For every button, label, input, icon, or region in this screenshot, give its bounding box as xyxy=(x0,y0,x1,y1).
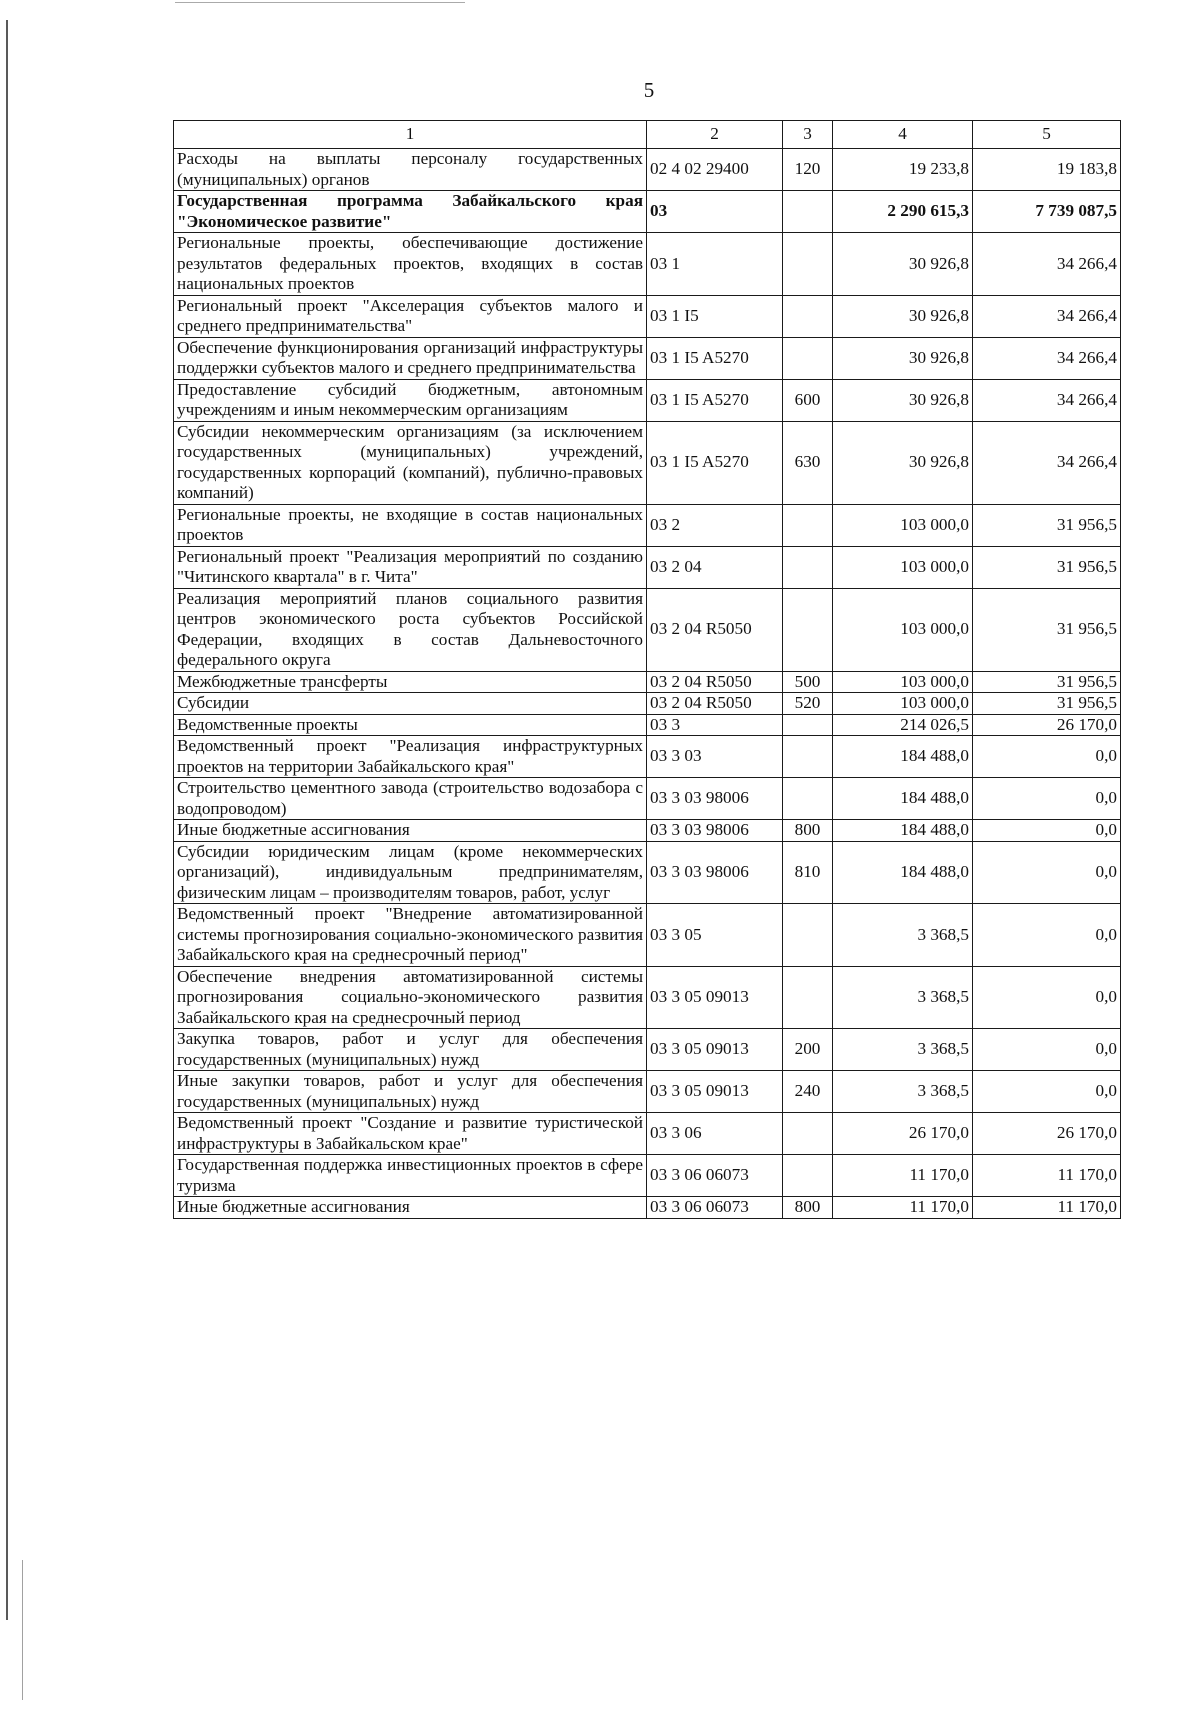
row-expense-type-cell: 120 xyxy=(783,149,833,191)
row-code-cell: 03 3 05 09013 xyxy=(647,966,783,1029)
row-amount-year2-cell: 26 170,0 xyxy=(973,1113,1121,1155)
header-cell-5: 5 xyxy=(973,121,1121,149)
row-name-cell: Ведомственный проект "Реализация инфраструктурных проектов на территории Забайкальского края" xyxy=(174,736,647,778)
row-code-cell: 02 4 02 29400 xyxy=(647,149,783,191)
row-amount-year1-cell: 19 233,8 xyxy=(833,149,973,191)
row-code-cell: 03 1 I5 A5270 xyxy=(647,421,783,504)
table-row xyxy=(174,1155,1121,1197)
row-code-cell: 03 1 I5 xyxy=(647,295,783,337)
row-amount-year2-cell: 11 170,0 xyxy=(973,1155,1121,1197)
row-amount-year2-cell: 34 266,4 xyxy=(973,337,1121,379)
row-expense-type-cell: 240 xyxy=(783,1071,833,1113)
row-expense-type-cell xyxy=(783,191,833,233)
row-amount-year2-cell: 31 956,5 xyxy=(973,693,1121,715)
table-row xyxy=(174,966,1121,1029)
row-amount-year1-cell: 214 026,5 xyxy=(833,714,973,736)
row-amount-year2-cell: 34 266,4 xyxy=(973,379,1121,421)
row-expense-type-cell xyxy=(783,504,833,546)
row-expense-type-cell xyxy=(783,736,833,778)
row-expense-type-cell xyxy=(783,714,833,736)
row-amount-year2-cell: 31 956,5 xyxy=(973,671,1121,693)
row-expense-type-cell xyxy=(783,233,833,296)
row-amount-year2-cell: 31 956,5 xyxy=(973,588,1121,671)
table-row xyxy=(174,736,1121,778)
row-name-cell: Ведомственные проекты xyxy=(174,714,647,736)
row-amount-year2-cell: 19 183,8 xyxy=(973,149,1121,191)
row-expense-type-cell xyxy=(783,295,833,337)
row-expense-type-cell xyxy=(783,546,833,588)
row-amount-year2-cell: 0,0 xyxy=(973,966,1121,1029)
header-cell-1: 1 xyxy=(174,121,647,149)
row-amount-year1-cell: 30 926,8 xyxy=(833,233,973,296)
row-code-cell: 03 3 03 98006 xyxy=(647,778,783,820)
row-code-cell: 03 3 03 98006 xyxy=(647,820,783,842)
table-row xyxy=(174,693,1121,715)
row-expense-type-cell xyxy=(783,778,833,820)
row-amount-year1-cell: 3 368,5 xyxy=(833,1071,973,1113)
table-row xyxy=(174,191,1121,233)
row-code-cell: 03 3 05 09013 xyxy=(647,1071,783,1113)
row-name-cell: Иные бюджетные ассигнования xyxy=(174,1197,647,1219)
row-amount-year2-cell: 0,0 xyxy=(973,736,1121,778)
row-amount-year1-cell: 30 926,8 xyxy=(833,295,973,337)
row-expense-type-cell: 200 xyxy=(783,1029,833,1071)
row-amount-year1-cell: 30 926,8 xyxy=(833,337,973,379)
row-expense-type-cell xyxy=(783,966,833,1029)
row-expense-type-cell: 630 xyxy=(783,421,833,504)
row-expense-type-cell: 810 xyxy=(783,841,833,904)
row-amount-year2-cell: 0,0 xyxy=(973,1029,1121,1071)
row-code-cell: 03 1 I5 A5270 xyxy=(647,337,783,379)
table-row xyxy=(174,778,1121,820)
table-row xyxy=(174,504,1121,546)
page-number: 5 xyxy=(643,78,655,102)
row-amount-year2-cell: 34 266,4 xyxy=(973,233,1121,296)
table-row xyxy=(174,1113,1121,1155)
row-name-cell: Региональные проекты, не входящие в состав национальных проектов xyxy=(174,504,647,546)
row-amount-year2-cell: 31 956,5 xyxy=(973,546,1121,588)
row-code-cell: 03 3 03 xyxy=(647,736,783,778)
table-row xyxy=(174,714,1121,736)
scan-edge-mark xyxy=(22,1560,23,1700)
row-amount-year1-cell: 3 368,5 xyxy=(833,904,973,967)
row-amount-year1-cell: 103 000,0 xyxy=(833,671,973,693)
row-name-cell: Региональный проект "Реализация мероприятий по созданию "Читинского квартала" в г. Чита" xyxy=(174,546,647,588)
row-name-cell: Обеспечение функционирования организаций инфраструктуры поддержки субъектов малого и среднего предпринимательства xyxy=(174,337,647,379)
row-amount-year1-cell: 26 170,0 xyxy=(833,1113,973,1155)
row-code-cell: 03 2 04 R5050 xyxy=(647,588,783,671)
row-name-cell: Иные бюджетные ассигнования xyxy=(174,820,647,842)
row-code-cell: 03 3 06 06073 xyxy=(647,1155,783,1197)
row-name-cell: Государственная поддержка инвестиционных проектов в сфере туризма xyxy=(174,1155,647,1197)
table-row xyxy=(174,149,1121,191)
table-body xyxy=(174,121,1121,1219)
row-amount-year2-cell: 0,0 xyxy=(973,820,1121,842)
table-row xyxy=(174,1197,1121,1219)
row-amount-year1-cell: 11 170,0 xyxy=(833,1155,973,1197)
row-code-cell: 03 2 xyxy=(647,504,783,546)
row-amount-year2-cell: 0,0 xyxy=(973,1071,1121,1113)
row-name-cell: Ведомственный проект "Внедрение автоматизированной системы прогнозирования социально-экономического развития Забайкальского края на среднесрочный период" xyxy=(174,904,647,967)
table-row xyxy=(174,820,1121,842)
row-expense-type-cell xyxy=(783,904,833,967)
row-code-cell: 03 2 04 xyxy=(647,546,783,588)
row-code-cell: 03 xyxy=(647,191,783,233)
row-code-cell: 03 3 05 xyxy=(647,904,783,967)
row-amount-year2-cell: 26 170,0 xyxy=(973,714,1121,736)
row-expense-type-cell: 800 xyxy=(783,820,833,842)
header-cell-3: 3 xyxy=(783,121,833,149)
row-name-cell: Иные закупки товаров, работ и услуг для обеспечения государственных (муниципальных) нужд xyxy=(174,1071,647,1113)
row-amount-year1-cell: 2 290 615,3 xyxy=(833,191,973,233)
row-name-cell: Государственная программа Забайкальского края "Экономическое развитие" xyxy=(174,191,647,233)
row-amount-year2-cell: 11 170,0 xyxy=(973,1197,1121,1219)
row-name-cell: Ведомственный проект "Создание и развитие туристической инфраструктуры в Забайкальском крае" xyxy=(174,1113,647,1155)
row-amount-year1-cell: 184 488,0 xyxy=(833,820,973,842)
row-name-cell: Обеспечение внедрения автоматизированной системы прогнозирования социально-экономического развития Забайкальского края на среднесрочный период xyxy=(174,966,647,1029)
scan-edge-mark xyxy=(175,2,465,3)
row-name-cell: Закупка товаров, работ и услуг для обеспечения государственных (муниципальных) нужд xyxy=(174,1029,647,1071)
row-expense-type-cell: 800 xyxy=(783,1197,833,1219)
row-amount-year2-cell: 0,0 xyxy=(973,778,1121,820)
table-row xyxy=(174,233,1121,296)
header-cell-2: 2 xyxy=(647,121,783,149)
table-row xyxy=(174,1071,1121,1113)
row-name-cell: Расходы на выплаты персоналу государственных (муниципальных) органов xyxy=(174,149,647,191)
row-expense-type-cell: 520 xyxy=(783,693,833,715)
row-expense-type-cell: 500 xyxy=(783,671,833,693)
row-code-cell: 03 3 xyxy=(647,714,783,736)
row-name-cell: Региональный проект "Акселерация субъектов малого и среднего предпринимательства" xyxy=(174,295,647,337)
row-expense-type-cell: 600 xyxy=(783,379,833,421)
row-amount-year2-cell: 34 266,4 xyxy=(973,295,1121,337)
row-name-cell: Строительство цементного завода (строительство водозабора с водопроводом) xyxy=(174,778,647,820)
row-amount-year1-cell: 103 000,0 xyxy=(833,693,973,715)
row-amount-year2-cell: 0,0 xyxy=(973,841,1121,904)
row-expense-type-cell xyxy=(783,1113,833,1155)
table-row xyxy=(174,1029,1121,1071)
row-code-cell: 03 2 04 R5050 xyxy=(647,671,783,693)
row-amount-year1-cell: 184 488,0 xyxy=(833,736,973,778)
table-row xyxy=(174,295,1121,337)
row-name-cell: Региональные проекты, обеспечивающие достижение результатов федеральных проектов, входящих в состав национальных проектов xyxy=(174,233,647,296)
row-code-cell: 03 3 05 09013 xyxy=(647,1029,783,1071)
table-row xyxy=(174,546,1121,588)
row-code-cell: 03 3 03 98006 xyxy=(647,841,783,904)
row-amount-year2-cell: 34 266,4 xyxy=(973,421,1121,504)
row-amount-year2-cell: 0,0 xyxy=(973,904,1121,967)
row-name-cell: Межбюджетные трансферты xyxy=(174,671,647,693)
table-row xyxy=(174,421,1121,504)
table-row xyxy=(174,841,1121,904)
header-cell-4: 4 xyxy=(833,121,973,149)
scan-edge-mark xyxy=(6,20,8,1620)
row-amount-year1-cell: 184 488,0 xyxy=(833,841,973,904)
row-code-cell: 03 2 04 R5050 xyxy=(647,693,783,715)
row-code-cell: 03 1 xyxy=(647,233,783,296)
row-amount-year1-cell: 184 488,0 xyxy=(833,778,973,820)
row-amount-year1-cell: 3 368,5 xyxy=(833,966,973,1029)
budget-table xyxy=(173,120,1121,1219)
row-expense-type-cell xyxy=(783,588,833,671)
table-header-row xyxy=(174,121,1121,149)
row-name-cell: Субсидии xyxy=(174,693,647,715)
row-name-cell: Субсидии юридическим лицам (кроме некоммерческих организаций), индивидуальным предпринимателям, физическим лицам – производителям товаров, работ, услуг xyxy=(174,841,647,904)
row-amount-year1-cell: 103 000,0 xyxy=(833,588,973,671)
row-amount-year1-cell: 103 000,0 xyxy=(833,504,973,546)
row-expense-type-cell xyxy=(783,337,833,379)
row-name-cell: Реализация мероприятий планов социального развития центров экономического роста субъектов Российской Федерации, входящих в состав Дальневосточного федерального округа xyxy=(174,588,647,671)
table-row xyxy=(174,588,1121,671)
row-code-cell: 03 3 06 06073 xyxy=(647,1197,783,1219)
row-amount-year1-cell: 103 000,0 xyxy=(833,546,973,588)
row-expense-type-cell xyxy=(783,1155,833,1197)
row-code-cell: 03 1 I5 A5270 xyxy=(647,379,783,421)
row-amount-year1-cell: 30 926,8 xyxy=(833,421,973,504)
table-row xyxy=(174,379,1121,421)
table-row xyxy=(174,337,1121,379)
row-code-cell: 03 3 06 xyxy=(647,1113,783,1155)
row-amount-year2-cell: 7 739 087,5 xyxy=(973,191,1121,233)
row-amount-year2-cell: 31 956,5 xyxy=(973,504,1121,546)
row-amount-year1-cell: 3 368,5 xyxy=(833,1029,973,1071)
table-row xyxy=(174,904,1121,967)
table-row xyxy=(174,671,1121,693)
row-name-cell: Субсидии некоммерческим организациям (за исключением государственных (муниципальных) учреждений, государственных корпораций (компаний), публично-правовых компаний) xyxy=(174,421,647,504)
row-name-cell: Предоставление субсидий бюджетным, автономным учреждениям и иным некоммерческим организациям xyxy=(174,379,647,421)
row-amount-year1-cell: 11 170,0 xyxy=(833,1197,973,1219)
row-amount-year1-cell: 30 926,8 xyxy=(833,379,973,421)
